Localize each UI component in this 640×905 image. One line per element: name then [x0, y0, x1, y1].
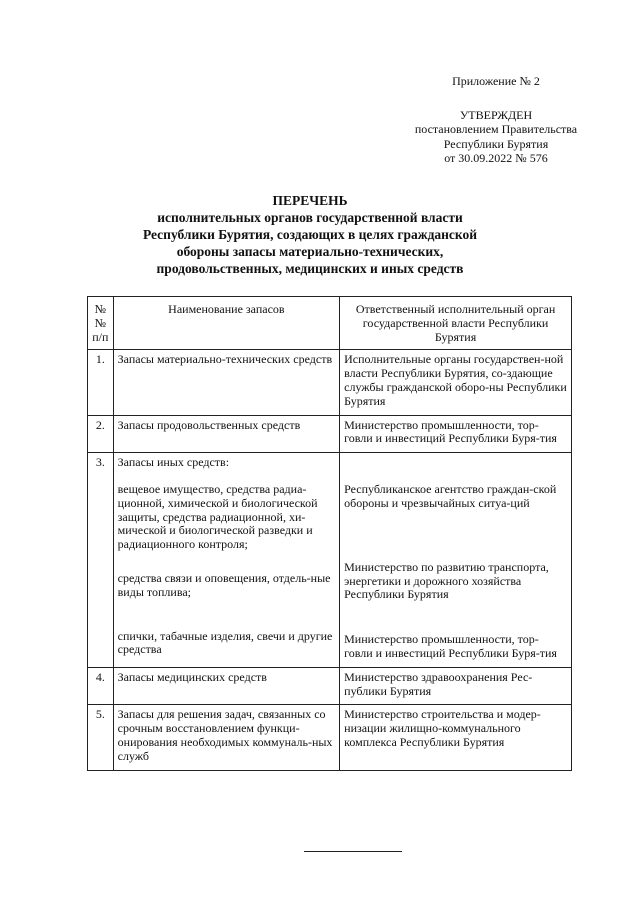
header-name: Наименование запасов	[113, 297, 340, 350]
approval-line-1: постановлением Правительства	[414, 122, 578, 136]
row-name: Запасы для решения задач, связанных со срочным восстановлением функци-онирования необходимых коммуналь-ных служб	[113, 705, 340, 770]
table-row	[88, 705, 572, 770]
row-name: Запасы материально-технических средств	[113, 350, 340, 415]
row-org: Министерство строительства и модер-низации жилищно-коммунального комплекса Республики Бурятия	[340, 705, 572, 770]
title-line-4: продовольственных, медицинских и иных средств	[156, 261, 464, 276]
row-num: 5.	[88, 705, 114, 770]
approval-line-2: Республики Бурятия	[443, 136, 549, 151]
row-name: Запасы медицинских средств	[113, 667, 340, 705]
table-header-row	[88, 297, 572, 350]
row-name: Запасы иных средств:	[117, 455, 230, 470]
title-line-1: исполнительных органов государственной власти	[157, 210, 463, 225]
reserves-table	[87, 296, 572, 771]
title-heading: ПЕРЕЧЕНЬ	[272, 193, 348, 208]
row-num: 3.	[88, 453, 114, 668]
row-org: Министерство промышленности, тор-говли и инвестиций Республики Буря-тия	[340, 415, 572, 453]
table-row	[88, 667, 572, 705]
appendix-number: Приложение № 2	[452, 74, 540, 88]
sub-item-name: спички, табачные изделия, свечи и другие средства	[117, 628, 333, 657]
approval-date: от 30.09.2022 № 576	[444, 151, 548, 165]
approved-label: УТВЕРЖДЕН	[459, 107, 533, 122]
table-row	[88, 453, 572, 668]
header-num: №№ п/п	[88, 297, 114, 350]
footer-divider	[304, 851, 402, 852]
table-row	[88, 350, 572, 415]
title-line-2: Республики Бурятия, создающих в целях гражданской	[142, 227, 478, 242]
sub-item-name: средства связи и оповещения, отдель-ные виды топлива;	[117, 570, 331, 599]
row-num: 2.	[88, 415, 114, 453]
table-row	[88, 415, 572, 453]
sub-item-name: вещевое имущество, средства радиа-ционной, химической и биологической защиты, средства радиационной, хи-мической и биологической разведки и радиационного контроля;	[117, 481, 318, 552]
sub-item-org: Министерство промышленности, тор-говли и инвестиций Республики Буря-тия	[344, 632, 557, 660]
row-name: Запасы продовольственных средств	[113, 415, 340, 453]
sub-item-org: Министерство по развитию транспорта, энергетики и дорожного хозяйства Республики Бурятия	[344, 559, 549, 602]
row-num: 1.	[88, 350, 114, 415]
row-org: Министерство здравоохранения Рес-публики Бурятия	[340, 667, 572, 705]
document-title	[100, 192, 520, 277]
approval-block	[380, 74, 612, 166]
header-org: Ответственный исполнительный орган государственной власти Республики Бурятия	[340, 297, 572, 350]
row-num: 4.	[88, 667, 114, 705]
title-line-3: обороны запасы материально-технических,	[176, 244, 444, 259]
sub-item-org: Республиканское агентство граждан-ской обороны и чрезвычайных ситуа-ций	[344, 482, 557, 510]
row-org-group	[340, 453, 572, 668]
row-org: Исполнительные органы государствен-ной власти Республики Бурятия, со-здающие службы гражданской оборо-ны Республики Бурятия	[340, 350, 572, 415]
row-name-group	[113, 453, 340, 668]
